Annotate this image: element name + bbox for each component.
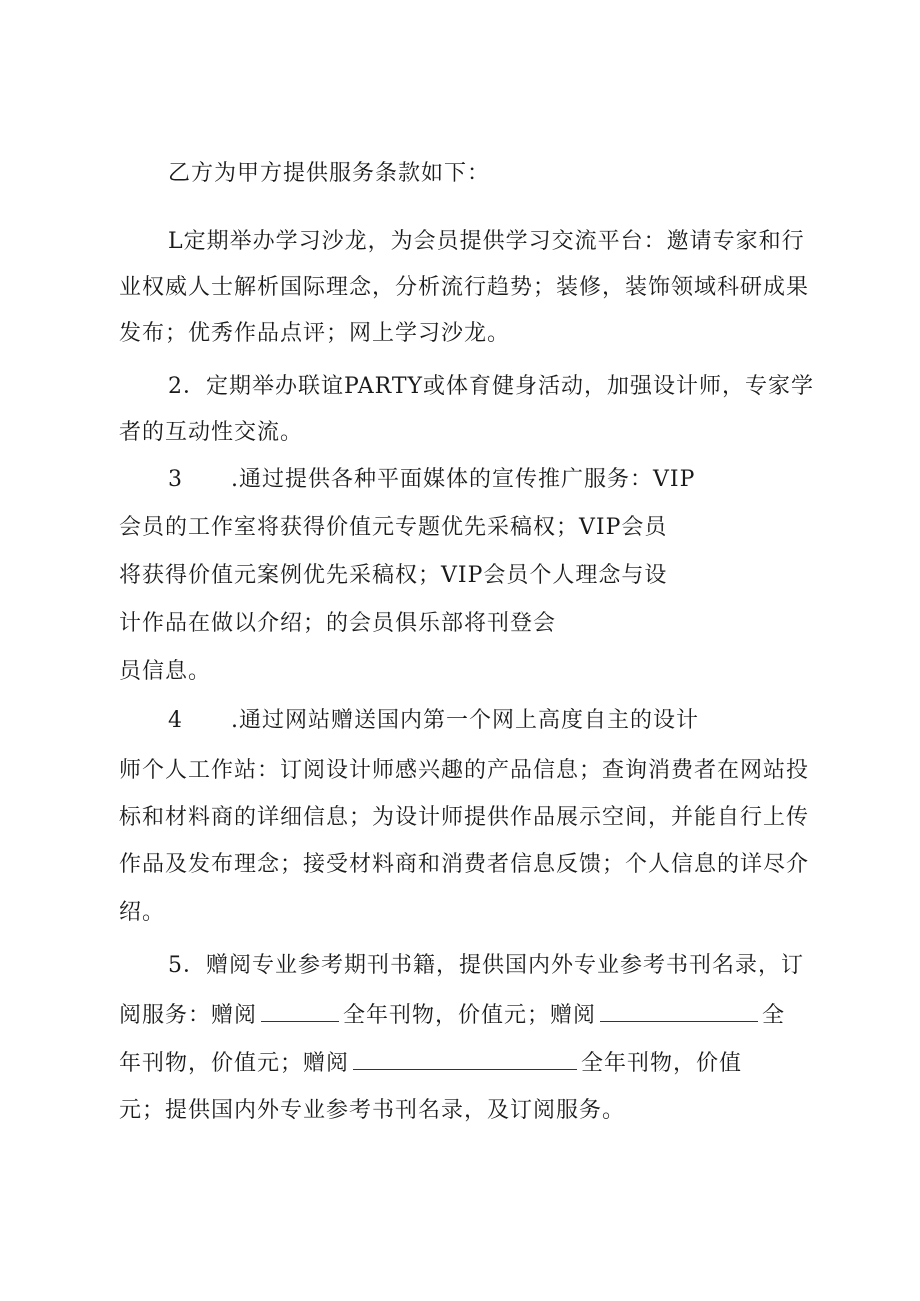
item3-line4: 计作品在做以介绍；的会员俱乐部将刊登会 bbox=[119, 611, 557, 636]
item1-line2: 业权威人士解析国际理念，分析流行趋势；装修，装饰领域科研成果 bbox=[119, 275, 810, 300]
item4-line1 bbox=[168, 706, 699, 736]
intro-paragraph: 乙方为甲方提供服务条款如下： bbox=[168, 161, 491, 186]
item5-line3-a: 年刊物，价值元；赠阅 bbox=[119, 1051, 350, 1076]
item5-line3 bbox=[119, 1047, 742, 1079]
item4-line2: 师个人工作站：订阅设计师感兴趣的产品信息；查询消费者在网站投 bbox=[119, 758, 810, 783]
fill-blank bbox=[261, 999, 339, 1022]
item4-line5: 绍。 bbox=[119, 900, 166, 925]
item3-number: 3 bbox=[168, 467, 183, 492]
item5-line2-c: 全 bbox=[762, 1003, 786, 1028]
item4-line1-text: .通过网站赠送国内第一个网上高度自主的设计 bbox=[231, 708, 699, 733]
item3-line5: 员信息。 bbox=[119, 659, 212, 684]
item1-line3: 发布；优秀作品点评；网上学习沙龙。 bbox=[119, 321, 511, 346]
item3-line3: 将获得价值元案例优先采稿权；VIP会员个人理念与设 bbox=[119, 563, 668, 588]
item5-line2 bbox=[119, 999, 785, 1031]
item4-number: 4 bbox=[168, 708, 183, 733]
fill-blank bbox=[353, 1047, 577, 1070]
fill-blank bbox=[600, 999, 758, 1022]
item2-line1: 2．定期举办联谊PARTY或体育健身活动，加强设计师，专家学 bbox=[168, 374, 815, 399]
item5-line4: 元；提供国内外专业参考书刊名录，及订阅服务。 bbox=[119, 1098, 626, 1123]
item3-line1-text: .通过提供各种平面媒体的宣传推广服务：VIP bbox=[231, 467, 696, 492]
item2-line2: 者的互动性交流。 bbox=[119, 420, 304, 445]
item4-line3: 标和材料商的详细信息；为设计师提供作品展示空间，并能自行上传 bbox=[119, 805, 810, 830]
item3-line2: 会员的工作室将获得价值元专题优先采稿权；VIP会员 bbox=[119, 515, 668, 540]
item4-line4: 作品及发布理念；接受材料商和消费者信息反馈；个人信息的详尽介 bbox=[119, 852, 810, 877]
item3-line1 bbox=[168, 465, 695, 495]
item5-line2-a: 阅服务：赠阅 bbox=[119, 1003, 258, 1028]
item5-line3-b: 全年刊物，价值 bbox=[581, 1051, 743, 1076]
item5-line2-b: 全年刊物，价值元；赠阅 bbox=[343, 1003, 597, 1028]
item1-line1: L定期举办学习沙龙，为会员提供学习交流平台：邀请专家和行 bbox=[168, 229, 805, 254]
item5-line1: 5．赠阅专业参考期刊书籍，提供国内外专业参考书刊名录，订 bbox=[168, 953, 804, 978]
